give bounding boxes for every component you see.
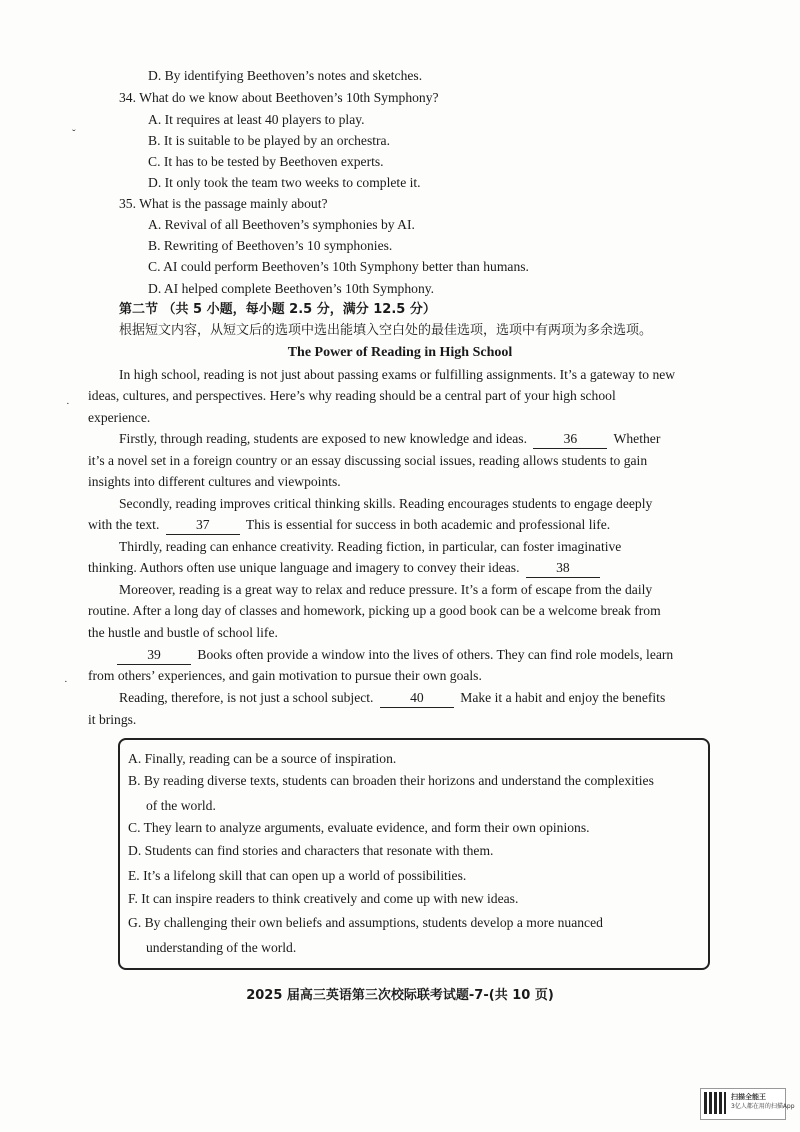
para2-line1-text: Firstly, through reading, students are exposed to new knowledge and ideas. bbox=[119, 431, 527, 446]
q35-option-d: D. AI helped complete Beethoven’s 10th Symphony. bbox=[148, 281, 435, 296]
para6-line1 bbox=[114, 646, 673, 665]
para5-line3: the hustle and bustle of school life. bbox=[88, 625, 278, 640]
q34-option-b: B. It is suitable to be played by an orchestra. bbox=[148, 133, 390, 148]
option-a: A. Finally, reading can be a source of inspiration. bbox=[128, 751, 397, 766]
blank-38[interactable]: 38 bbox=[526, 559, 600, 578]
para4-line1: Thirdly, reading can enhance creativity. Reading fiction, in particular, can foster imaginative bbox=[119, 539, 622, 554]
para3-line2 bbox=[88, 516, 610, 535]
para3-line2-end: This is essential for success in both academic and professional life. bbox=[245, 517, 611, 532]
scanner-watermark bbox=[700, 1088, 795, 1120]
para1-line1: In high school, reading is not just about passing exams or fulfilling assignments. It’s a gateway to new bbox=[119, 367, 676, 382]
para1-line2: ideas, cultures, and perspectives. Here’s why reading should be a central part of your high school bbox=[88, 388, 616, 403]
blank-37[interactable]: 37 bbox=[166, 516, 240, 535]
para6-line2: from others’ experiences, and gain motivation to pursue their own goals. bbox=[88, 668, 482, 683]
para7-line2: it brings. bbox=[88, 712, 137, 727]
option-c: C. They learn to analyze arguments, evaluate evidence, and form their own opinions. bbox=[128, 820, 590, 835]
scanner-sub: 3亿人都在用的扫描App bbox=[731, 1103, 795, 1110]
q33-option-d: D. By identifying Beethoven’s notes and sketches. bbox=[148, 68, 423, 83]
page-footer: 2025 届高三英语第三次校际联考试题-7-(共 10 页) bbox=[246, 988, 554, 1003]
option-e: E. It’s a lifelong skill that can open up a world of possibilities. bbox=[128, 868, 467, 883]
option-b-line1: B. By reading diverse texts, students can broaden their horizons and understand the complexities bbox=[128, 773, 654, 788]
para7-line1 bbox=[119, 689, 665, 708]
margin-mark: · bbox=[64, 676, 68, 688]
q34-option-d: D. It only took the team two weeks to complete it. bbox=[148, 175, 421, 190]
blank-39[interactable]: 39 bbox=[117, 646, 191, 665]
para5-line2: routine. After a long day of classes and homework, picking up a good book can be a welcome break from bbox=[88, 603, 661, 618]
option-d: D. Students can find stories and characters that resonate with them. bbox=[128, 843, 494, 858]
para3-line2-start: with the text. bbox=[88, 517, 160, 532]
margin-mark: · bbox=[66, 398, 70, 410]
option-g-line2: understanding of the world. bbox=[146, 940, 297, 955]
para7-line1-end: Make it a habit and enjoy the benefits bbox=[460, 690, 666, 705]
option-g-line1: G. By challenging their own beliefs and assumptions, students develop a more nuanced bbox=[128, 915, 603, 930]
option-b-line2: of the world. bbox=[146, 798, 216, 813]
blank-40[interactable]: 40 bbox=[380, 689, 454, 708]
qr-code-icon bbox=[704, 1092, 726, 1114]
para2-line1 bbox=[119, 430, 660, 449]
para7-line1-start: Reading, therefore, is not just a school subject. bbox=[119, 690, 374, 705]
para2-line3: insights into different cultures and viewpoints. bbox=[88, 474, 341, 489]
margin-mark: ˇ bbox=[72, 128, 76, 140]
para4-line2 bbox=[88, 559, 603, 578]
q34-option-a: A. It requires at least 40 players to play. bbox=[148, 112, 365, 127]
section-heading: 第二节 （共 5 小题，每小题 2.5 分，满分 12.5 分） bbox=[119, 302, 436, 317]
para3-line1: Secondly, reading improves critical thinking skills. Reading encourages students to engage deeply bbox=[119, 496, 653, 511]
scanner-label: 扫描全能王 bbox=[731, 1093, 766, 1101]
para1-line3: experience. bbox=[88, 410, 151, 425]
q34-option-c: C. It has to be tested by Beethoven experts. bbox=[148, 154, 384, 169]
q35-option-b: B. Rewriting of Beethoven’s 10 symphonies. bbox=[148, 238, 393, 253]
q35-option-c: C. AI could perform Beethoven’s 10th Symphony better than humans. bbox=[148, 259, 529, 274]
section-instruction: 根据短文内容，从短文后的选项中选出能填入空白处的最佳选项，选项中有两项为多余选项。 bbox=[119, 323, 653, 338]
para6-line1-text: Books often provide a window into the lives of others. They can find role models, learn bbox=[197, 647, 674, 662]
para4-line2-text: thinking. Authors often use unique language and imagery to convey their ideas. bbox=[88, 560, 520, 575]
para2-line1-end: Whether bbox=[613, 431, 661, 446]
q34-stem: 34. What do we know about Beethoven’s 10th Symphony? bbox=[119, 90, 439, 105]
q35-option-a: A. Revival of all Beethoven’s symphonies by AI. bbox=[148, 217, 415, 232]
option-f: F. It can inspire readers to think creatively and come up with new ideas. bbox=[128, 891, 519, 906]
para2-line2: it’s a novel set in a foreign country or an essay discussing social issues, reading allows students to gain bbox=[88, 453, 648, 468]
passage-title: The Power of Reading in High School bbox=[287, 345, 513, 360]
q35-stem: 35. What is the passage mainly about? bbox=[119, 196, 328, 211]
para5-line1: Moreover, reading is a great way to relax and reduce pressure. It’s a form of escape from the daily bbox=[119, 582, 653, 597]
blank-36[interactable]: 36 bbox=[533, 430, 607, 449]
